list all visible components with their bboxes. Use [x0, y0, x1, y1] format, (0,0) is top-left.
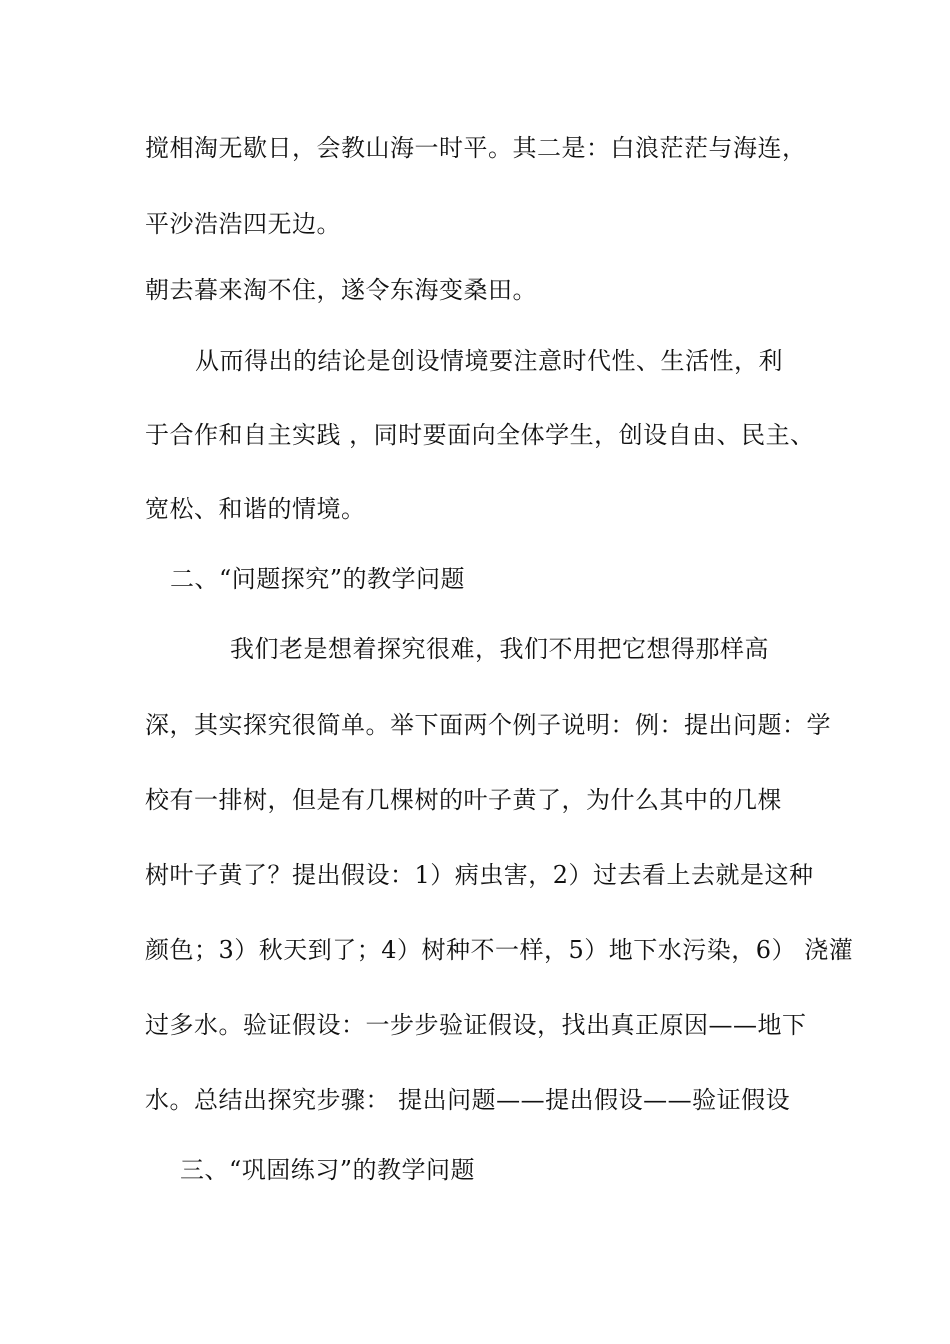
text-line-3: 朝去暮来淘不住，遂令东海变桑田。 [145, 276, 537, 304]
paragraph-conclusion-line-2: 于合作和自主实践 ，同时要面向全体学生，创设自由、民主、 [145, 421, 815, 449]
paragraph-conclusion-line-3: 宽松、和谐的情境。 [145, 495, 366, 523]
paragraph-inquiry-line-7: 水。总结出探究步骤： 提出问题——提出假设——验证假设 [145, 1086, 791, 1114]
text-line-2: 平沙浩浩四无边。 [145, 210, 341, 238]
text-line-1: 搅相淘无歇日，会教山海一时平。其二是：白浪茫茫与海连， [145, 134, 807, 162]
paragraph-inquiry-line-2: 深，其实探究很简单。举下面两个例子说明：例：提出问题：学 [145, 711, 831, 739]
paragraph-inquiry-line-1: 我们老是想着探究很难，我们不用把它想得那样高 [230, 635, 769, 663]
paragraph-inquiry-line-3: 校有一排树，但是有几棵树的叶子黄了，为什么其中的几棵 [145, 786, 782, 814]
paragraph-inquiry-line-6: 过多水。验证假设：一步步验证假设，找出真正原因——地下 [145, 1011, 807, 1039]
section-heading-2: 二、“问题探究”的教学问题 [170, 565, 466, 593]
paragraph-conclusion-line-1: 从而得出的结论是创设情境要注意时代性、生活性，利 [195, 347, 783, 375]
paragraph-inquiry-line-4: 树叶子黄了？提出假设：1）病虫害，2）过去看上去就是这种 [145, 861, 814, 889]
section-heading-3: 三、“巩固练习”的教学问题 [180, 1156, 476, 1184]
paragraph-inquiry-line-5: 颜色；3）秋天到了；4）树种不一样，5）地下水污染，6） 浇灌 [145, 936, 854, 964]
